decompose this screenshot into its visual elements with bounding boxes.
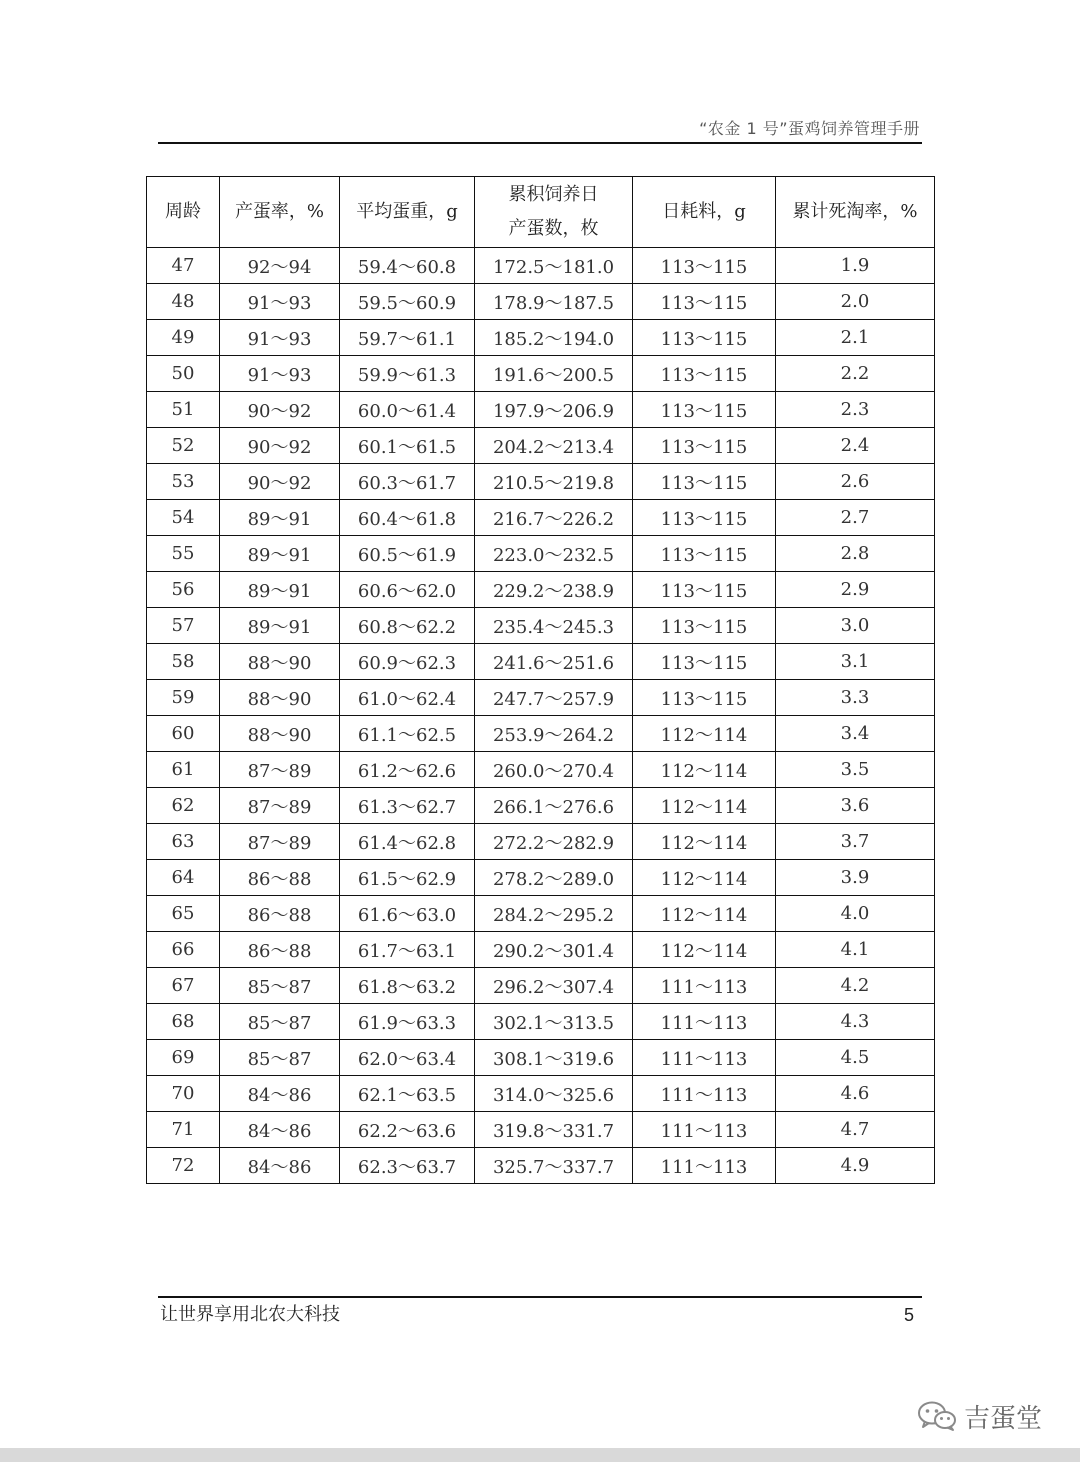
- table-row: [147, 824, 935, 860]
- table-row: [147, 896, 935, 932]
- col-header-week: 周龄: [147, 177, 220, 248]
- cell-cumulative-eggs: 302.1～313.5: [475, 1004, 633, 1040]
- cell-week: 49: [147, 320, 220, 356]
- cell-daily-feed: 112～114: [633, 860, 776, 896]
- cell-week: 58: [147, 644, 220, 680]
- footer-slogan: 让世界享用北农大科技: [160, 1304, 340, 1325]
- cell-daily-feed: 113～115: [633, 464, 776, 500]
- cell-cumulative-mortality: 3.3: [776, 680, 935, 716]
- cell-cumulative-mortality: 3.6: [776, 788, 935, 824]
- col-header-daily-feed: 日耗料，g: [633, 177, 776, 248]
- cell-week: 65: [147, 896, 220, 932]
- wechat-logo-icon: [916, 1399, 958, 1433]
- cell-avg-egg-weight: 61.0～62.4: [340, 680, 475, 716]
- cell-laying-rate: 90～92: [220, 392, 340, 428]
- cell-cumulative-mortality: 3.7: [776, 824, 935, 860]
- cell-avg-egg-weight: 59.5～60.9: [340, 284, 475, 320]
- cell-avg-egg-weight: 60.4～61.8: [340, 500, 475, 536]
- table-row: [147, 248, 935, 284]
- cell-week: 68: [147, 1004, 220, 1040]
- table-row: [147, 1004, 935, 1040]
- cell-laying-rate: 90～92: [220, 428, 340, 464]
- cell-cumulative-eggs: 266.1～276.6: [475, 788, 633, 824]
- cell-cumulative-eggs: 178.9～187.5: [475, 284, 633, 320]
- cell-laying-rate: 92～94: [220, 248, 340, 284]
- cell-cumulative-eggs: 191.6～200.5: [475, 356, 633, 392]
- cell-daily-feed: 112～114: [633, 788, 776, 824]
- cell-avg-egg-weight: 62.3～63.7: [340, 1148, 475, 1184]
- cell-avg-egg-weight: 60.5～61.9: [340, 536, 475, 572]
- table-row: [147, 788, 935, 824]
- cell-avg-egg-weight: 59.7～61.1: [340, 320, 475, 356]
- table-row: [147, 1112, 935, 1148]
- header-title: “农金 1 号”蛋鸡饲养管理手册: [699, 119, 920, 138]
- cell-daily-feed: 112～114: [633, 716, 776, 752]
- cell-avg-egg-weight: 61.3～62.7: [340, 788, 475, 824]
- cell-week: 50: [147, 356, 220, 392]
- cell-laying-rate: 89～91: [220, 572, 340, 608]
- page-header: [158, 116, 922, 144]
- cell-daily-feed: 113～115: [633, 644, 776, 680]
- cell-week: 69: [147, 1040, 220, 1076]
- production-table: [146, 176, 935, 1184]
- cell-cumulative-mortality: 3.4: [776, 716, 935, 752]
- cell-week: 67: [147, 968, 220, 1004]
- cell-avg-egg-weight: 61.8～63.2: [340, 968, 475, 1004]
- cell-laying-rate: 88～90: [220, 680, 340, 716]
- cell-cumulative-eggs: 325.7～337.7: [475, 1148, 633, 1184]
- cell-cumulative-eggs: 284.2～295.2: [475, 896, 633, 932]
- cell-cumulative-mortality: 3.9: [776, 860, 935, 896]
- cell-cumulative-mortality: 2.8: [776, 536, 935, 572]
- page-number: 5: [904, 1305, 915, 1325]
- cell-cumulative-mortality: 4.2: [776, 968, 935, 1004]
- cell-laying-rate: 91～93: [220, 284, 340, 320]
- cell-week: 61: [147, 752, 220, 788]
- cell-cumulative-mortality: 4.5: [776, 1040, 935, 1076]
- cell-week: 66: [147, 932, 220, 968]
- cell-laying-rate: 87～89: [220, 752, 340, 788]
- col-header-cumulative-eggs-line1: 累积饲养日: [508, 184, 599, 205]
- cell-laying-rate: 86～88: [220, 932, 340, 968]
- cell-avg-egg-weight: 62.2～63.6: [340, 1112, 475, 1148]
- cell-laying-rate: 85～87: [220, 1004, 340, 1040]
- cell-cumulative-mortality: 4.1: [776, 932, 935, 968]
- watermark-text: 吉蛋堂: [964, 1403, 1043, 1434]
- table-row: [147, 320, 935, 356]
- cell-cumulative-eggs: 235.4～245.3: [475, 608, 633, 644]
- cell-week: 56: [147, 572, 220, 608]
- cell-avg-egg-weight: 61.6～63.0: [340, 896, 475, 932]
- cell-cumulative-mortality: 3.0: [776, 608, 935, 644]
- cell-cumulative-mortality: 4.9: [776, 1148, 935, 1184]
- table-row: [147, 968, 935, 1004]
- table-row: [147, 752, 935, 788]
- cell-daily-feed: 112～114: [633, 932, 776, 968]
- col-header-laying-rate: 产蛋率，%: [220, 177, 340, 248]
- cell-cumulative-mortality: 4.7: [776, 1112, 935, 1148]
- cell-daily-feed: 111～113: [633, 1004, 776, 1040]
- cell-daily-feed: 113～115: [633, 428, 776, 464]
- cell-avg-egg-weight: 60.9～62.3: [340, 644, 475, 680]
- cell-laying-rate: 84～86: [220, 1112, 340, 1148]
- table-row: [147, 284, 935, 320]
- cell-daily-feed: 113～115: [633, 248, 776, 284]
- cell-daily-feed: 113～115: [633, 284, 776, 320]
- cell-daily-feed: 111～113: [633, 1040, 776, 1076]
- cell-cumulative-mortality: 1.9: [776, 248, 935, 284]
- cell-cumulative-mortality: 2.3: [776, 392, 935, 428]
- table-row: [147, 392, 935, 428]
- table-row: [147, 680, 935, 716]
- cell-cumulative-eggs: 197.9～206.9: [475, 392, 633, 428]
- cell-daily-feed: 113～115: [633, 680, 776, 716]
- cell-avg-egg-weight: 61.5～62.9: [340, 860, 475, 896]
- table-row: [147, 356, 935, 392]
- cell-cumulative-mortality: 2.2: [776, 356, 935, 392]
- table-row: [147, 716, 935, 752]
- cell-avg-egg-weight: 60.8～62.2: [340, 608, 475, 644]
- cell-cumulative-eggs: 308.1～319.6: [475, 1040, 633, 1076]
- cell-cumulative-mortality: 2.9: [776, 572, 935, 608]
- cell-daily-feed: 113～115: [633, 320, 776, 356]
- cell-laying-rate: 88～90: [220, 716, 340, 752]
- cell-daily-feed: 111～113: [633, 1148, 776, 1184]
- cell-cumulative-mortality: 2.0: [776, 284, 935, 320]
- cell-avg-egg-weight: 61.1～62.5: [340, 716, 475, 752]
- cell-cumulative-eggs: 185.2～194.0: [475, 320, 633, 356]
- cell-laying-rate: 91～93: [220, 320, 340, 356]
- cell-week: 52: [147, 428, 220, 464]
- cell-daily-feed: 112～114: [633, 824, 776, 860]
- cell-daily-feed: 111～113: [633, 1076, 776, 1112]
- cell-daily-feed: 112～114: [633, 752, 776, 788]
- cell-daily-feed: 113～115: [633, 356, 776, 392]
- cell-week: 48: [147, 284, 220, 320]
- cell-week: 63: [147, 824, 220, 860]
- cell-cumulative-eggs: 314.0～325.6: [475, 1076, 633, 1112]
- cell-cumulative-eggs: 296.2～307.4: [475, 968, 633, 1004]
- cell-week: 54: [147, 500, 220, 536]
- cell-week: 70: [147, 1076, 220, 1112]
- table-row: [147, 860, 935, 896]
- cell-cumulative-eggs: 272.2～282.9: [475, 824, 633, 860]
- cell-cumulative-mortality: 2.7: [776, 500, 935, 536]
- cell-cumulative-eggs: 319.8～331.7: [475, 1112, 633, 1148]
- cell-week: 64: [147, 860, 220, 896]
- cell-laying-rate: 89～91: [220, 608, 340, 644]
- cell-laying-rate: 84～86: [220, 1148, 340, 1184]
- cell-cumulative-eggs: 223.0～232.5: [475, 536, 633, 572]
- cell-cumulative-eggs: 210.5～219.8: [475, 464, 633, 500]
- cell-cumulative-mortality: 2.6: [776, 464, 935, 500]
- col-header-cumulative-eggs-line2: 产蛋数，枚: [508, 218, 599, 239]
- cell-avg-egg-weight: 59.9～61.3: [340, 356, 475, 392]
- cell-avg-egg-weight: 60.6～62.0: [340, 572, 475, 608]
- cell-week: 53: [147, 464, 220, 500]
- cell-daily-feed: 113～115: [633, 500, 776, 536]
- cell-laying-rate: 84～86: [220, 1076, 340, 1112]
- cell-week: 55: [147, 536, 220, 572]
- bottom-strip: [0, 1448, 1080, 1462]
- cell-week: 47: [147, 248, 220, 284]
- cell-daily-feed: 113～115: [633, 392, 776, 428]
- table-row: [147, 428, 935, 464]
- cell-laying-rate: 87～89: [220, 788, 340, 824]
- cell-laying-rate: 87～89: [220, 824, 340, 860]
- cell-laying-rate: 89～91: [220, 500, 340, 536]
- cell-avg-egg-weight: 61.4～62.8: [340, 824, 475, 860]
- table-body: [147, 248, 935, 1184]
- table-row: [147, 932, 935, 968]
- cell-avg-egg-weight: 61.9～63.3: [340, 1004, 475, 1040]
- table-row: [147, 536, 935, 572]
- cell-week: 57: [147, 608, 220, 644]
- cell-week: 71: [147, 1112, 220, 1148]
- cell-cumulative-eggs: 253.9～264.2: [475, 716, 633, 752]
- cell-cumulative-mortality: 4.0: [776, 896, 935, 932]
- table-header-row: [147, 177, 935, 248]
- cell-daily-feed: 111～113: [633, 968, 776, 1004]
- table-row: [147, 1076, 935, 1112]
- cell-laying-rate: 85～87: [220, 968, 340, 1004]
- cell-cumulative-mortality: 3.1: [776, 644, 935, 680]
- cell-cumulative-mortality: 2.4: [776, 428, 935, 464]
- cell-cumulative-eggs: 241.6～251.6: [475, 644, 633, 680]
- cell-laying-rate: 89～91: [220, 536, 340, 572]
- cell-week: 59: [147, 680, 220, 716]
- cell-laying-rate: 86～88: [220, 896, 340, 932]
- cell-cumulative-eggs: 204.2～213.4: [475, 428, 633, 464]
- cell-cumulative-mortality: 3.5: [776, 752, 935, 788]
- table-row: [147, 1148, 935, 1184]
- cell-avg-egg-weight: 62.0～63.4: [340, 1040, 475, 1076]
- cell-daily-feed: 112～114: [633, 896, 776, 932]
- cell-cumulative-mortality: 4.3: [776, 1004, 935, 1040]
- cell-avg-egg-weight: 60.0～61.4: [340, 392, 475, 428]
- cell-laying-rate: 90～92: [220, 464, 340, 500]
- cell-avg-egg-weight: 59.4～60.8: [340, 248, 475, 284]
- cell-cumulative-eggs: 247.7～257.9: [475, 680, 633, 716]
- cell-week: 60: [147, 716, 220, 752]
- col-header-cumulative-mortality: 累计死淘率，%: [776, 177, 935, 248]
- table-row: [147, 572, 935, 608]
- cell-avg-egg-weight: 61.2～62.6: [340, 752, 475, 788]
- cell-cumulative-eggs: 290.2～301.4: [475, 932, 633, 968]
- table-row: [147, 500, 935, 536]
- cell-daily-feed: 113～115: [633, 572, 776, 608]
- cell-avg-egg-weight: 60.3～61.7: [340, 464, 475, 500]
- col-header-cumulative-eggs: [475, 177, 633, 248]
- cell-avg-egg-weight: 62.1～63.5: [340, 1076, 475, 1112]
- footer-divider: [158, 1296, 922, 1298]
- cell-laying-rate: 88～90: [220, 644, 340, 680]
- cell-week: 62: [147, 788, 220, 824]
- watermark: [916, 1396, 1042, 1436]
- cell-cumulative-eggs: 229.2～238.9: [475, 572, 633, 608]
- cell-avg-egg-weight: 60.1～61.5: [340, 428, 475, 464]
- cell-daily-feed: 113～115: [633, 536, 776, 572]
- cell-cumulative-eggs: 172.5～181.0: [475, 248, 633, 284]
- cell-daily-feed: 113～115: [633, 608, 776, 644]
- col-header-avg-egg-weight: 平均蛋重，g: [340, 177, 475, 248]
- cell-week: 51: [147, 392, 220, 428]
- cell-cumulative-eggs: 216.7～226.2: [475, 500, 633, 536]
- cell-cumulative-eggs: 278.2～289.0: [475, 860, 633, 896]
- cell-laying-rate: 91～93: [220, 356, 340, 392]
- table-row: [147, 1040, 935, 1076]
- cell-cumulative-mortality: 4.6: [776, 1076, 935, 1112]
- cell-avg-egg-weight: 61.7～63.1: [340, 932, 475, 968]
- cell-cumulative-eggs: 260.0～270.4: [475, 752, 633, 788]
- cell-laying-rate: 86～88: [220, 860, 340, 896]
- table-row: [147, 644, 935, 680]
- cell-laying-rate: 85～87: [220, 1040, 340, 1076]
- table-row: [147, 608, 935, 644]
- cell-week: 72: [147, 1148, 220, 1184]
- table-row: [147, 464, 935, 500]
- cell-cumulative-mortality: 2.1: [776, 320, 935, 356]
- cell-daily-feed: 111～113: [633, 1112, 776, 1148]
